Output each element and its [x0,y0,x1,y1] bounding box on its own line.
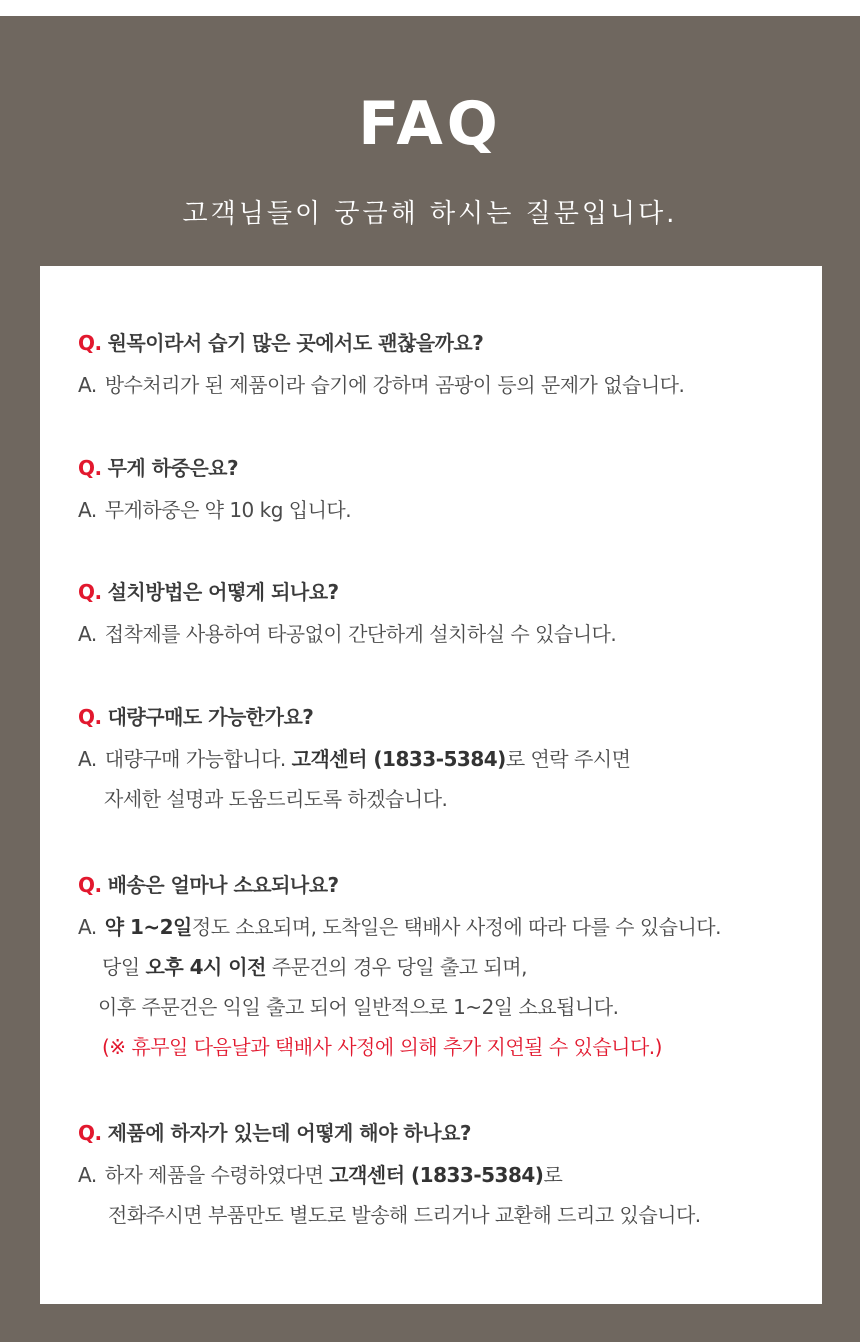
answer [78,1160,818,1190]
faq-item-1 [78,328,818,400]
faq-card [40,266,822,1304]
answer-line: 전화주시면 부품만도 별도로 발송해 드리거나 교환해 드리고 있습니다. [108,1203,701,1227]
customer-center-phone: 고객센터 (1833-5384) [329,1163,544,1187]
question [78,453,818,483]
answer-line: 자세한 설명과 도움드리도록 하겠습니다. [104,787,448,811]
cutoff-time: 오후 4시 이전 [145,955,266,979]
page-subtitle: 고객님들이 궁금해 하시는 질문입니다. [182,199,678,229]
answer-text: 당일 [102,955,140,979]
q-mark: Q. [78,331,102,355]
answer [78,370,818,400]
question [78,1118,818,1148]
answer-line: 이후 주문건은 익일 출고 되어 일반적으로 1~2일 소요됩니다. [98,995,619,1019]
delivery-duration: 약 1~2일 [104,915,192,939]
faq-item-4 [78,702,818,814]
question [78,702,818,732]
question-text: 설치방법은 어떻게 되나요? [107,580,339,604]
page-title: FAQ [358,89,502,159]
faq-item-2 [78,453,818,525]
a-mark: A. [78,373,97,397]
faq-item-3 [78,577,818,649]
answer-text: 대량구매 가능합니다. [104,747,286,771]
question-text: 제품에 하자가 있는데 어떻게 해야 하나요? [107,1121,471,1145]
a-mark: A. [78,498,97,522]
question-text: 배송은 얼마나 소요되나요? [107,873,339,897]
customer-center-phone: 고객센터 (1833-5384) [291,747,506,771]
answer [78,912,818,942]
a-mark: A. [78,747,97,771]
answer-line [78,952,818,982]
faq-item-5 [78,870,818,1062]
a-mark: A. [78,1163,97,1187]
answer-text: 정도 소요되며, 도착일은 택배사 사정에 따라 다를 수 있습니다. [191,915,721,939]
q-mark: Q. [78,1121,102,1145]
q-mark: Q. [78,456,102,480]
answer-text: 로 [543,1163,563,1187]
answer-text: 방수처리가 된 제품이라 습기에 강하며 곰팡이 등의 문제가 없습니다. [104,373,685,397]
answer-text: 주문건의 경우 당일 출고 되며, [271,955,527,979]
faq-item-6 [78,1118,818,1230]
answer-text: 접착제를 사용하여 타공없이 간단하게 설치하실 수 있습니다. [104,622,617,646]
answer [78,744,818,774]
question-text: 원목이라서 습기 많은 곳에서도 괜찮을까요? [107,331,484,355]
answer [78,619,818,649]
question [78,870,818,900]
question [78,328,818,358]
answer-text: 하자 제품을 수령하였다면 [104,1163,324,1187]
answer-text: 로 연락 주시면 [505,747,631,771]
q-mark: Q. [78,705,102,729]
q-mark: Q. [78,580,102,604]
question-text: 대량구매도 가능한가요? [107,705,314,729]
a-mark: A. [78,915,97,939]
answer [78,495,818,525]
q-mark: Q. [78,873,102,897]
answer-text: 무게하중은 약 10 kg 입니다. [104,498,352,522]
question [78,577,818,607]
delay-notice: (※ 휴무일 다음날과 택배사 사정에 의해 추가 지연될 수 있습니다.) [102,1035,662,1059]
a-mark: A. [78,622,97,646]
question-text: 무게 하중은요? [107,456,239,480]
